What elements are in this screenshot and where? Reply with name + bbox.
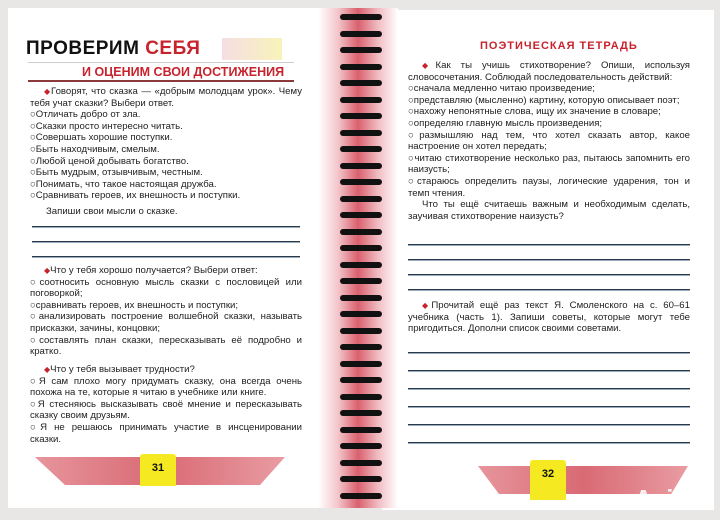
- writing-line[interactable]: [408, 406, 690, 408]
- writing-line[interactable]: [408, 352, 690, 354]
- writing-line[interactable]: [408, 259, 690, 261]
- spiral-coil: [340, 443, 382, 449]
- spiral-coil: [340, 245, 382, 251]
- answer-option[interactable]: ○ соотносить основную мысль сказки с пословицей или поговоркой;: [30, 277, 302, 300]
- answer-option[interactable]: ○ сравнивать героев, их внешность и поступки;: [30, 300, 302, 312]
- right-question-2: [408, 300, 690, 335]
- writing-line[interactable]: [408, 442, 690, 444]
- title-rule: [28, 62, 294, 63]
- left-title-line2: И ОЦЕНИМ СВОИ ДОСТИЖЕНИЯ: [82, 65, 285, 79]
- spiral-coil: [340, 97, 382, 103]
- left-question-2: [30, 265, 302, 358]
- spiral-coil: [340, 493, 382, 499]
- spiral-coil: [340, 377, 382, 383]
- answer-option[interactable]: ○ сначала медленно читаю произведение;: [408, 83, 690, 95]
- answer-option[interactable]: ○ Сказки просто интересно читать.: [30, 121, 302, 133]
- spiral-coil: [340, 229, 382, 235]
- right-title: ПОЭТИЧЕСКАЯ ТЕТРАДЬ: [480, 40, 638, 52]
- answer-option[interactable]: ○ Я не решаюсь принимать участие в инсценировании сказки.: [30, 422, 302, 445]
- spiral-coil: [340, 410, 382, 416]
- answer-option[interactable]: ○ Отличать добро от зла.: [30, 109, 302, 121]
- answer-option[interactable]: ○ Я сам плохо могу придумать сказку, она всегда очень похожа на те, которые я читаю в учебнике или книге.: [30, 376, 302, 399]
- question-text: ◆ Говорят, что сказка — «добрым молодцам урок». Чему тебя учат сказки? Выбери ответ.: [30, 86, 302, 109]
- answer-option[interactable]: ○ стараюсь определить паузы, логические ударения, тон и темп чтения.: [408, 176, 690, 199]
- answer-option[interactable]: ○ Любой ценой добывать богатство.: [30, 156, 302, 168]
- writing-line[interactable]: [408, 244, 690, 246]
- spiral-coil: [340, 295, 382, 301]
- spiral-coil: [340, 262, 382, 268]
- left-question-1: [30, 86, 302, 202]
- answer-option[interactable]: ○ читаю стихотворение несколько раз, пытаюсь запомнить его наизусть;: [408, 153, 690, 176]
- writing-line[interactable]: [32, 256, 300, 258]
- answer-option[interactable]: ○ определяю главную мысль произведения;: [408, 118, 690, 130]
- right-question-1: [408, 60, 690, 222]
- answer-option[interactable]: ○ составлять план сказки, пересказывать её подробно и кратко.: [30, 335, 302, 358]
- writing-line[interactable]: [408, 274, 690, 276]
- spiral-coil: [340, 476, 382, 482]
- spiral-coil: [340, 278, 382, 284]
- sticker-decoration: [222, 38, 282, 60]
- spiral-coil: [340, 14, 382, 20]
- question-followup: Что ты ещё считаешь важным и необходимым сделать, заучивая стихотворение наизусть?: [408, 199, 690, 222]
- spiral-coil: [340, 394, 382, 400]
- spiral-coil: [340, 80, 382, 86]
- spiral-coil: [340, 130, 382, 136]
- spiral-coil: [340, 113, 382, 119]
- spiral-coil: [340, 311, 382, 317]
- question-text: ◆ Как ты учишь стихотворение? Опиши, используя словосочетания. Соблюдай последовательность действий:: [408, 60, 690, 83]
- answer-option[interactable]: ○ размышляю над тем, что хотел сказать автор, какое настроение он хотел передать;: [408, 130, 690, 153]
- spiral-coil: [340, 31, 382, 37]
- spiral-coil: [340, 196, 382, 202]
- page-number: 32: [530, 460, 566, 500]
- spiral-coil: [340, 460, 382, 466]
- answer-option[interactable]: ○ нахожу непонятные слова, ищу их значение в словаре;: [408, 106, 690, 118]
- spiral-coil: [340, 146, 382, 152]
- watermark-logo: ● Avito: [612, 484, 698, 514]
- answer-option[interactable]: ○ Быть мудрым, отзывчивым, честным.: [30, 167, 302, 179]
- spiral-coil: [340, 64, 382, 70]
- left-question-3: [30, 364, 302, 445]
- spiral-coil: [340, 179, 382, 185]
- left-title-line1: ПРОВЕРИМ СЕБЯ: [26, 38, 201, 59]
- writing-line[interactable]: [408, 388, 690, 390]
- spiral-coil: [340, 427, 382, 433]
- question-text: ◆ Что у тебя хорошо получается? Выбери ответ:: [30, 265, 302, 277]
- answer-option[interactable]: ○ Быть находчивым, смелым.: [30, 144, 302, 156]
- writing-line[interactable]: [32, 241, 300, 243]
- answer-option[interactable]: ○ представляю (мысленно) картину, которую описывает поэт;: [408, 95, 690, 107]
- writing-line[interactable]: [408, 370, 690, 372]
- writing-line[interactable]: [408, 289, 690, 291]
- answer-option[interactable]: ○ Сравнивать героев, их внешность и поступки.: [30, 190, 302, 202]
- page-number: 31: [140, 454, 176, 486]
- spiral-coil: [340, 328, 382, 334]
- spiral-coil: [340, 344, 382, 350]
- question-text: ◆ Прочитай ещё раз текст Я. Смоленского на с. 60–61 учебника (часть 1). Запиши советы, которые могут тебе пригодиться. Дополни список своими советами.: [408, 300, 690, 335]
- writing-line[interactable]: [408, 424, 690, 426]
- title-underline: [28, 80, 294, 82]
- spiral-coil: [340, 361, 382, 367]
- spiral-coil: [340, 212, 382, 218]
- answer-option[interactable]: ○ Понимать, что такое настоящая дружба.: [30, 179, 302, 191]
- spiral-coil: [340, 163, 382, 169]
- writing-line[interactable]: [32, 226, 300, 228]
- write-prompt: Запиши свои мысли о сказке.: [46, 206, 178, 217]
- answer-option[interactable]: ○ Совершать хорошие поступки.: [30, 132, 302, 144]
- answer-option[interactable]: ○ Я стесняюсь высказывать своё мнение и пересказывать сказку своим друзьям.: [30, 399, 302, 422]
- spiral-coil: [340, 47, 382, 53]
- answer-option[interactable]: ○ анализировать построение волшебной сказки, называть присказки, зачины, концовки;: [30, 311, 302, 334]
- question-text: ◆ Что у тебя вызывает трудности?: [30, 364, 302, 376]
